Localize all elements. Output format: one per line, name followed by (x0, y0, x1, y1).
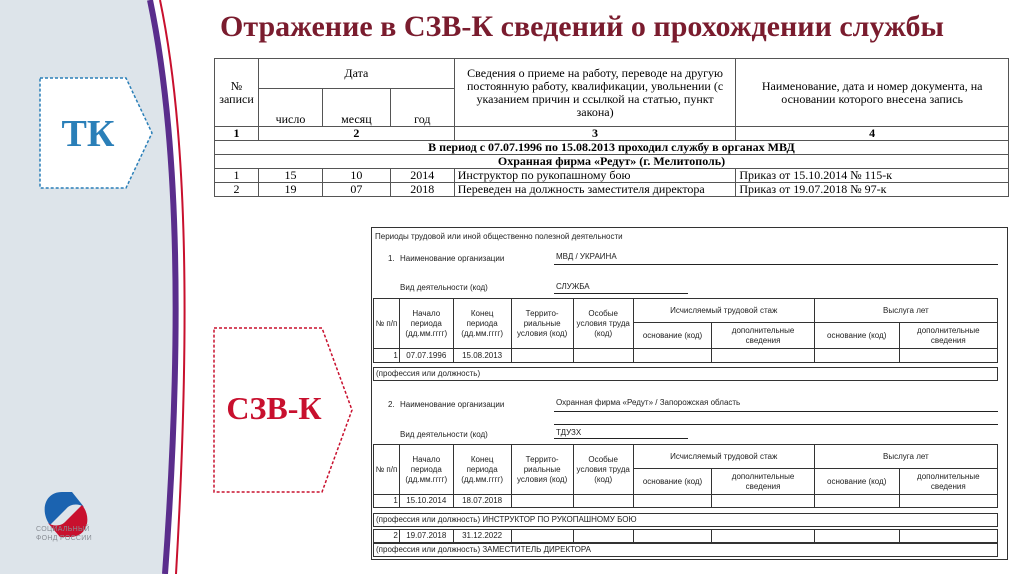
header-date: Дата (258, 59, 454, 89)
labor-book-table (214, 58, 1009, 197)
col-calc: Исчисляемый трудовой стаж (633, 445, 814, 469)
table-row (215, 169, 1009, 183)
profession-label: (профессия или должность) (376, 545, 481, 554)
section1-table (373, 298, 998, 363)
col-end: Конец периода (дд.мм.гггг) (453, 445, 511, 495)
table-row (374, 495, 998, 508)
col-basis: основание (код) (814, 323, 899, 349)
header-info: Сведения о приеме на работу, переводе на другую постоянную работу, квалификации, увольнении (с указанием причин и ссылкой на статью, пункт закона) (454, 59, 736, 127)
row-num: 1 (215, 169, 259, 183)
col-territorial: Террито-риальные условия (код) (511, 299, 573, 349)
row-start: 15.10.2014 (399, 495, 453, 508)
col-territorial: Террито-риальные условия (код) (511, 445, 573, 495)
profession-value: ИНСТРУКТОР ПО РУКОПАШНОМУ БОЮ (482, 515, 637, 524)
profession-label: (профессия или должность) (376, 515, 481, 524)
section2-table-cont (373, 529, 998, 543)
row-start: 19.07.2018 (399, 530, 453, 543)
section2-activity: ТДУЗХ (556, 428, 582, 437)
section2-row1-profession (373, 513, 998, 527)
col-extra: дополнительные сведения (899, 469, 997, 495)
colnum: 3 (454, 127, 736, 141)
col-basis: основание (код) (814, 469, 899, 495)
row-end: 15.08.2013 (453, 349, 511, 363)
row-num: 2 (215, 183, 259, 197)
logo-text (36, 525, 92, 543)
row-num: 1 (374, 349, 400, 363)
row-start: 07.07.1996 (399, 349, 453, 363)
section1-org: МВД / УКРАИНА (556, 252, 617, 261)
col-num: № п/п (374, 299, 400, 349)
profession-label: (профессия или должность) (376, 369, 481, 378)
col-basis: основание (код) (633, 323, 712, 349)
row-day: 19 (258, 183, 322, 197)
row-end: 18.07.2018 (453, 495, 511, 508)
colnum: 2 (258, 127, 454, 141)
table-row (374, 530, 998, 543)
section2-table (373, 444, 998, 508)
row-doc: Приказ от 19.07.2018 № 97-к (736, 183, 1009, 197)
row-num: 2 (374, 530, 400, 543)
col-end: Конец периода (дд.мм.гггг) (453, 299, 511, 349)
activity-label: Вид деятельности (код) (400, 283, 488, 292)
row-info: Переведен на должность заместителя директора (454, 183, 736, 197)
row-day: 15 (258, 169, 322, 183)
activity-label: Вид деятельности (код) (400, 430, 488, 439)
col-service: Выслуга лет (814, 299, 997, 323)
section2-row2-profession (373, 543, 998, 557)
row-doc: Приказ от 15.10.2014 № 115-к (736, 169, 1009, 183)
col-start: Начало периода (дд.мм.гггг) (399, 445, 453, 495)
header-doc: Наименование, дата и номер документа, на основании которого внесена запись (736, 59, 1009, 127)
profession-value: ЗАМЕСТИТЕЛЬ ДИРЕКТОРА (482, 545, 591, 554)
form-heading: Периоды трудовой или иной общественно полезной деятельности (375, 232, 623, 241)
logo-line2: ФОНД РОССИИ (36, 535, 92, 542)
col-extra: дополнительные сведения (899, 323, 997, 349)
col-special: Особые условия труда (код) (573, 299, 633, 349)
header-month: месяц (322, 89, 390, 127)
col-special: Особые условия труда (код) (573, 445, 633, 495)
col-num: № п/п (374, 445, 400, 495)
section1-activity: СЛУЖБА (556, 282, 590, 291)
section2-org: Охранная фирма «Редут» / Запорожская область (556, 398, 741, 407)
tk-badge (38, 76, 154, 190)
slide-title: Отражение в СЗВ-К сведений о прохождении службы (220, 10, 944, 43)
section2-index: 2. (388, 400, 395, 409)
org-label: Наименование организации (400, 400, 505, 409)
szvk-badge-label: СЗВ-К (226, 390, 322, 426)
row-num: 1 (374, 495, 400, 508)
szvk-form (371, 227, 1008, 560)
logo-line1: СОЦИАЛЬНЫЙ (36, 526, 90, 533)
row-year: 2014 (390, 169, 454, 183)
section1-profession (373, 367, 998, 381)
header-day: число (258, 89, 322, 127)
col-extra: дополнительные сведения (712, 323, 814, 349)
szvk-badge (212, 326, 354, 494)
col-basis: основание (код) (633, 469, 712, 495)
social-fund-logo-icon (32, 472, 122, 562)
col-start: Начало периода (дд.мм.гггг) (399, 299, 453, 349)
row-year: 2018 (390, 183, 454, 197)
tk-badge-label: ТК (61, 113, 115, 155)
org-label: Наименование организации (400, 254, 505, 263)
colnum: 4 (736, 127, 1009, 141)
col-extra: дополнительные сведения (712, 469, 814, 495)
table-row (215, 183, 1009, 197)
col-service: Выслуга лет (814, 445, 997, 469)
colnum: 1 (215, 127, 259, 141)
header-year: год (390, 89, 454, 127)
section1-index: 1. (388, 254, 395, 263)
table-row (374, 349, 998, 363)
org-name: Охранная фирма «Редут» (г. Мелитополь) (215, 155, 1009, 169)
row-end: 31.12.2022 (453, 530, 511, 543)
row-info: Инструктор по рукопашному бою (454, 169, 736, 183)
row-month: 07 (322, 183, 390, 197)
period-note: В период с 07.07.1996 по 15.08.2013 проходил службу в органах МВД (215, 141, 1009, 155)
row-month: 10 (322, 169, 390, 183)
header-num: № записи (215, 59, 259, 127)
col-calc: Исчисляемый трудовой стаж (633, 299, 814, 323)
